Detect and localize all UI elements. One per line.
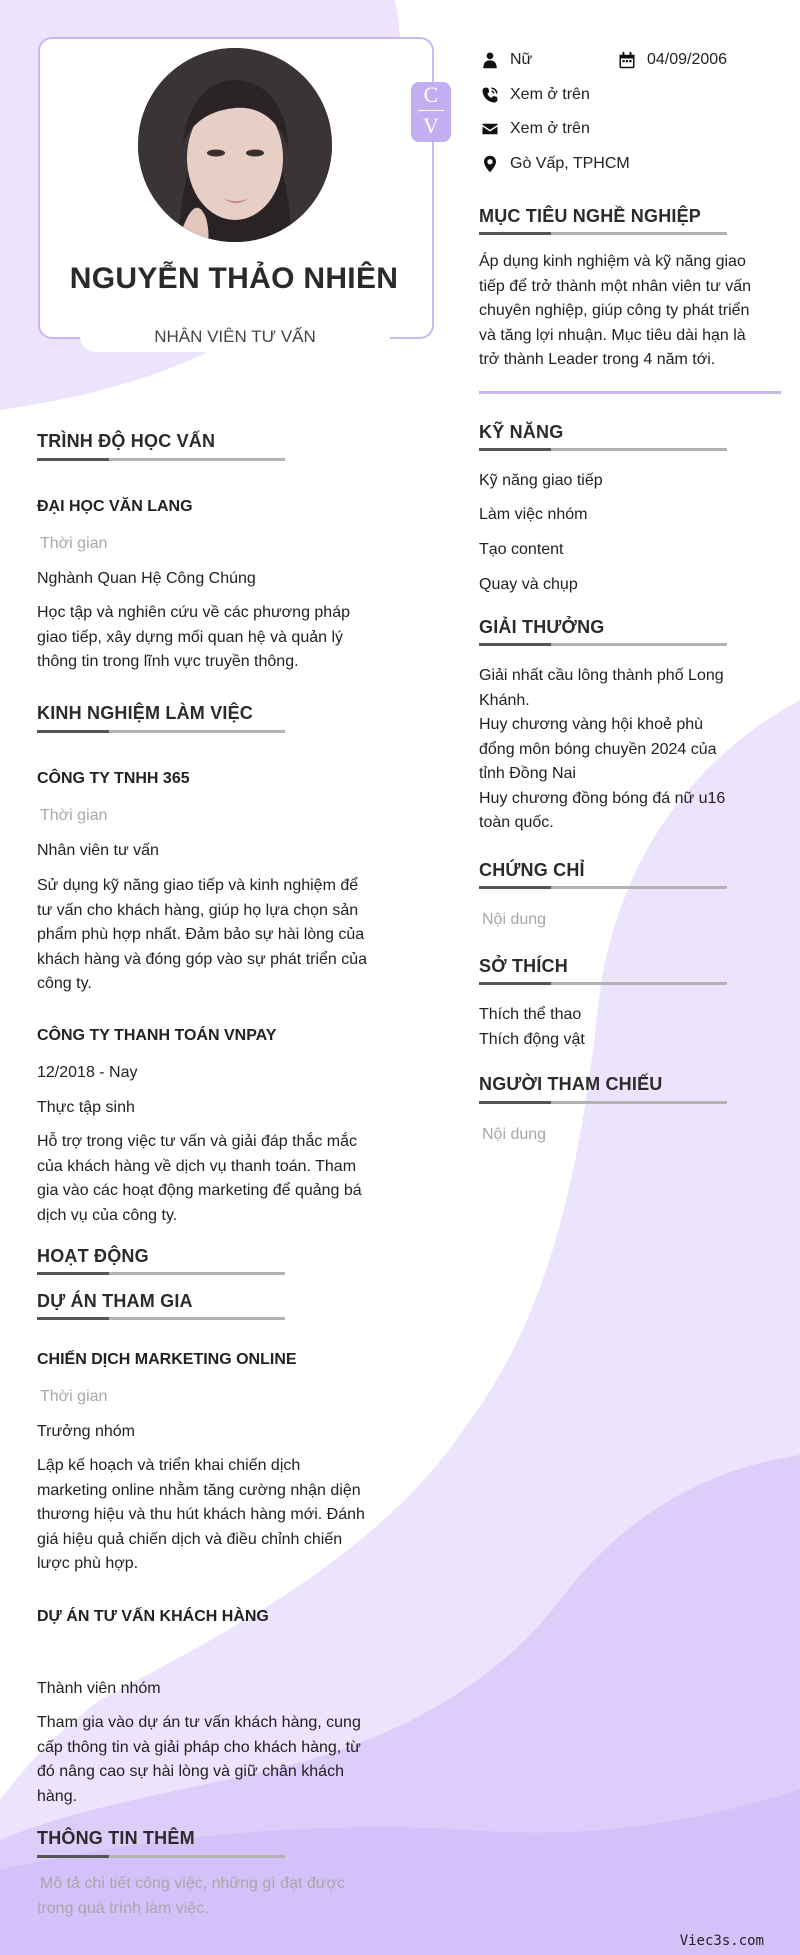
objective-heading: MỤC TIÊU NGHỀ NGHIỆP <box>479 206 702 226</box>
education-desc-line: Học tập và nghiên cứu về các phương pháp <box>37 604 350 621</box>
skill-item: Kỹ năng giao tiếp <box>479 472 603 489</box>
project-desc-line: đó nâng cao sự hài lòng và giữ chân khách <box>37 1763 344 1780</box>
objective-rule <box>479 232 727 235</box>
education-rule <box>37 458 285 461</box>
map-pin-icon <box>480 154 500 174</box>
projects-rule <box>37 1317 285 1320</box>
cv-badge-letter-v: V <box>423 113 439 138</box>
address-value: Gò Vấp, TPHCM <box>510 155 630 172</box>
watermark: Viec3s.com <box>679 1933 764 1949</box>
job-desc-line: Hỗ trợ trong việc tư vấn và giải đáp thắc mắc <box>37 1133 358 1150</box>
awards-heading: GIẢI THƯỞNG <box>479 617 605 637</box>
email-value: Xem ở trên <box>510 120 590 137</box>
job-desc-line: phẩm phù hợp nhất. Đảm bảo sự hài lòng của <box>37 926 365 943</box>
hobbies-rule <box>479 982 727 985</box>
project-time: Thời gian <box>40 1388 108 1405</box>
activities-heading: HOẠT ĐỘNG <box>37 1246 149 1266</box>
hobby-item: Thích động vật <box>479 1030 585 1048</box>
education-school: ĐẠI HỌC VĂN LANG <box>37 498 193 515</box>
awards-rule <box>479 643 727 646</box>
skills-rule <box>479 448 727 451</box>
projects-heading: DỰ ÁN THAM GIA <box>37 1291 193 1311</box>
award-line: Giải nhất cầu lông thành phố Long <box>479 667 724 684</box>
job-desc-line: công ty. <box>37 975 92 992</box>
skill-item: Tạo content <box>479 541 564 558</box>
job-company: CÔNG TY TNHH 365 <box>37 770 190 787</box>
birthday-value: 04/09/2006 <box>647 51 728 68</box>
award-line: toàn quốc. <box>479 814 554 831</box>
right-column-divider <box>479 391 781 394</box>
education-desc-line: thông tin trong lĩnh vực truyền thông. <box>37 653 299 670</box>
references-rule <box>479 1101 727 1104</box>
project-desc-line: Lập kế hoạch và triển khai chiến dịch <box>37 1457 301 1474</box>
job-desc-line: Sử dụng kỹ năng giao tiếp và kinh nghiệm để <box>37 877 359 894</box>
job-desc-line: khách hàng và đóng góp vào sự phát triển của <box>37 950 368 968</box>
education-heading: TRÌNH ĐỘ HỌC VẤN <box>37 431 216 451</box>
calendar-icon <box>617 50 637 70</box>
certificates-heading: CHỨNG CHỈ <box>479 860 585 880</box>
project-desc-line: marketing online nhằm tăng cường nhận diện <box>37 1481 361 1499</box>
job-company: CÔNG TY THANH TOÁN VNPAY <box>37 1027 277 1044</box>
award-line: Khánh. <box>479 691 530 709</box>
award-line: Huy chương vàng hội khoẻ phù <box>479 716 704 733</box>
job-desc-line: gia vào các hoạt động marketing để quảng bá <box>37 1182 362 1199</box>
envelope-icon <box>480 119 500 139</box>
phone-value: Xem ở trên <box>510 86 590 103</box>
project-role: Thành viên nhóm <box>37 1680 161 1697</box>
project-desc-line: hàng. <box>37 1787 78 1805</box>
candidate-name: NGUYỄN THẢO NHIÊN <box>69 262 399 295</box>
phone-icon <box>480 85 500 105</box>
job-time: 12/2018 - Nay <box>37 1064 138 1081</box>
additional-info-heading: THÔNG TIN THÊM <box>37 1828 195 1848</box>
contact-phone[interactable] <box>480 85 590 105</box>
project-role: Trưởng nhóm <box>37 1423 135 1440</box>
job-title: NHÂN VIÊN TƯ VẤN <box>154 327 316 346</box>
objective-line: tiếp để trở thành một nhân viên tư vấn <box>479 277 752 295</box>
hobbies-heading: SỞ THÍCH <box>479 956 568 976</box>
job-desc-line: của khách hàng về dịch vụ thanh toán. Tham <box>37 1157 357 1175</box>
objective-line: Áp dụng kinh nghiệm và kỹ năng giao <box>479 253 746 270</box>
contact-birthday <box>617 50 727 70</box>
portrait-illustration <box>138 48 332 242</box>
job-desc-line: dịch vụ của công ty. <box>37 1206 178 1224</box>
objective-line: chuyên nghiệp, giúp công ty phát triển <box>479 302 750 319</box>
activities-rule <box>37 1272 285 1275</box>
additional-info-line: Mô tả chi tiết công việc, những gì đạt được <box>40 1875 345 1892</box>
references-heading: NGƯỜI THAM CHIẾU <box>479 1074 663 1094</box>
project-desc-line: cấp thông tin và giải pháp cho khách hàng, từ <box>37 1738 361 1756</box>
project-desc-line: Tham gia vào dự án tư vấn khách hàng, cung <box>37 1714 361 1731</box>
person-icon <box>480 50 500 70</box>
cv-badge-letter-c: C <box>423 82 439 107</box>
skill-item: Quay và chụp <box>479 576 578 593</box>
profile-photo <box>138 48 332 242</box>
job-role: Nhân viên tư vấn <box>37 842 159 859</box>
project-name: CHIẾN DỊCH MARKETING ONLINE <box>37 1351 297 1368</box>
award-line: tỉnh Đồng Nai <box>479 765 576 782</box>
experience-heading: KINH NGHIỆM LÀM VIỆC <box>37 703 254 723</box>
project-desc-line: thương hiệu và thu hút khách hàng mới. Đánh <box>37 1506 365 1523</box>
cv-badge-separator <box>418 110 444 111</box>
additional-info-rule <box>37 1855 285 1858</box>
certificates-rule <box>479 886 727 889</box>
additional-info-line: trong quá trình làm việc. <box>37 1899 209 1917</box>
job-time: Thời gian <box>40 807 108 824</box>
objective-line: và tăng lợi nhuận. Mục tiêu dài hạn là <box>479 326 746 344</box>
contact-address <box>480 154 630 174</box>
education-desc-line: giao tiếp, xây dựng mối quan hệ và quản lý <box>37 628 344 646</box>
contact-gender <box>480 50 532 70</box>
cv-badge <box>411 82 451 142</box>
references-content: Nội dung <box>482 1126 547 1143</box>
project-name: DỰ ÁN TƯ VẤN KHÁCH HÀNG <box>37 1608 269 1625</box>
project-desc-line: giá hiệu quả chiến dịch và điều chỉnh chiến <box>37 1530 343 1548</box>
education-major: Nghành Quan Hệ Công Chúng <box>37 570 256 587</box>
certificates-content: Nội dung <box>482 911 547 928</box>
experience-rule <box>37 730 285 733</box>
gender-value: Nữ <box>510 51 533 68</box>
award-line: đổng môn bóng chuyền 2024 của <box>479 740 717 758</box>
skill-item: Làm việc nhóm <box>479 506 588 523</box>
job-role: Thực tập sinh <box>37 1099 135 1116</box>
contact-email[interactable] <box>480 119 590 139</box>
project-desc-line: lược phù hợp. <box>37 1555 139 1572</box>
hobby-item: Thích thể thao <box>479 1006 582 1023</box>
education-time: Thời gian <box>40 535 108 552</box>
skills-heading: KỸ NĂNG <box>479 422 564 442</box>
job-desc-line: tư vấn cho khách hàng, giúp họ lựa chọn sản <box>37 901 359 919</box>
objective-line: trở thành Leader trong 4 năm tới. <box>479 351 716 368</box>
award-line: Huy chương đồng bóng đá nữ u16 <box>479 789 726 807</box>
